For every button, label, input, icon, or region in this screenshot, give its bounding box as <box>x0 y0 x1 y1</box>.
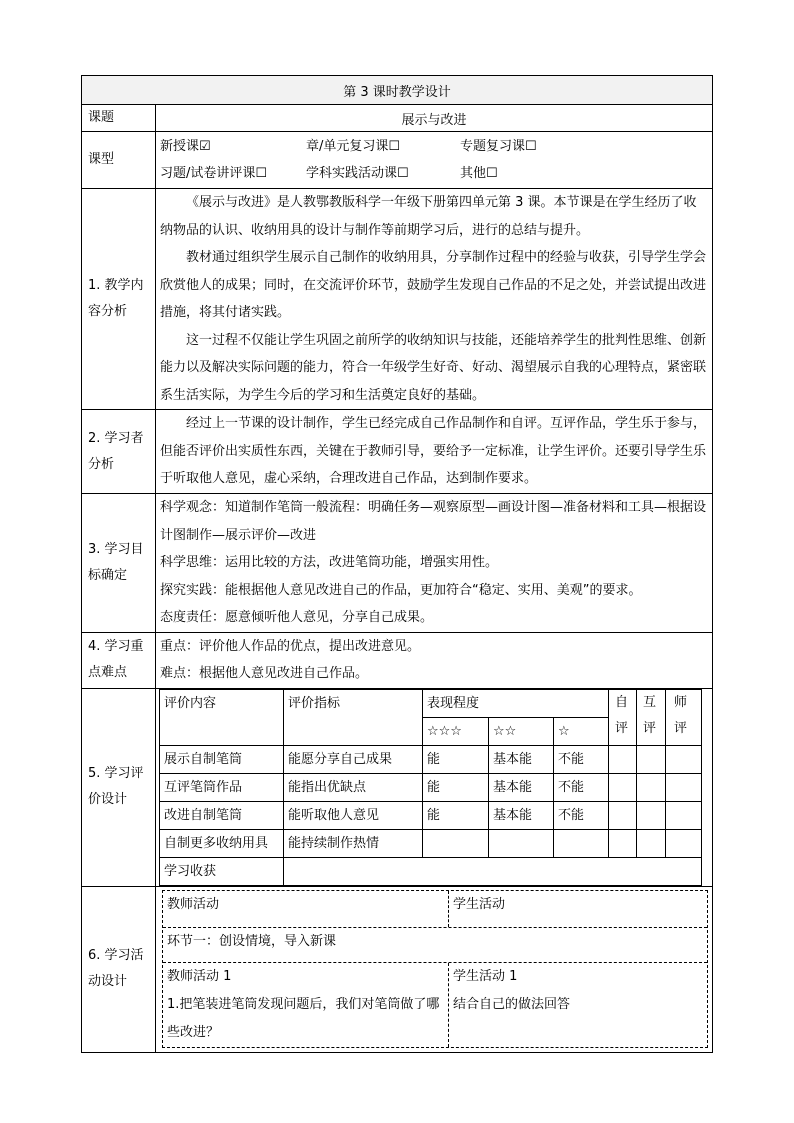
section-row <box>163 928 707 963</box>
self-score-cell[interactable] <box>609 801 637 829</box>
eval-header-self: 自评 <box>609 689 637 745</box>
peer-score-cell[interactable] <box>637 745 666 773</box>
teacher-score-cell[interactable] <box>666 829 702 857</box>
topic-row <box>82 105 713 132</box>
type-option: 章/单元复习课☐ <box>306 139 401 154</box>
eval-item-content: 改进自制笔筒 <box>160 801 284 829</box>
type-option: 习题/试卷讲评课☐ <box>160 166 268 181</box>
type-row <box>82 132 713 189</box>
self-score-cell[interactable] <box>609 745 637 773</box>
type-option: 学科实践活动课☐ <box>306 166 409 181</box>
harvest-field[interactable] <box>284 857 702 885</box>
activity-row <box>163 963 707 1047</box>
page-title: 第 3 课时教学设计 <box>82 76 713 105</box>
type-label: 课型 <box>82 132 156 189</box>
content-analysis-label: 1. 教学内容分析 <box>82 189 156 410</box>
key-points-body <box>156 632 713 688</box>
content-analysis-body <box>156 189 713 410</box>
type-options <box>156 132 713 189</box>
evaluation-item-row <box>160 801 702 829</box>
eval-item-indicator: 能愿分享自己成果 <box>284 745 423 773</box>
objectives-label: 3. 学习目标确定 <box>82 494 156 633</box>
objective-line: 科学思维：运用比较的方法，改进笔筒功能，增强实用性。 <box>160 555 499 570</box>
eval-level-1: 不能 <box>554 801 609 829</box>
evaluation-body <box>156 688 713 886</box>
content-analysis-paragraph: 这一过程不仅能让学生巩固之前所学的收纳知识与技能，还能培养学生的批判性思维、创新能力以及解决实际问题的能力，符合一年级学生好奇、好动、渴望展示自我的心理特点，紧密联系生活实际，为学生今后的学习和生活奠定良好的基础。 <box>160 332 707 403</box>
type-option: 其他☐ <box>460 166 498 181</box>
type-option: 专题复习课☐ <box>460 139 537 154</box>
section-title: 环节一：创设情境，导入新课 <box>167 933 337 949</box>
self-score-cell[interactable] <box>609 829 637 857</box>
eval-level-1 <box>554 829 609 857</box>
content-analysis-paragraph: 《展示与改进》是人教鄂教版科学一年级下册第四单元第 3 课。本节课是在学生经历了收纳物品的认识、收纳用具的设计与制作等前期学习后，进行的总结与提升。 <box>160 195 697 238</box>
eval-header-teacher: 师评 <box>666 689 702 745</box>
type-options-row-2 <box>156 160 712 187</box>
evaluation-item-row <box>160 745 702 773</box>
eval-level-3 <box>423 829 489 857</box>
eval-item-content: 自制更多收纳用具 <box>160 829 284 857</box>
type-option: 新授课☑ <box>160 139 211 154</box>
eval-header-indicator: 评价指标 <box>284 689 423 745</box>
activities-label: 6. 学习活动设计 <box>82 886 156 1052</box>
activities-table <box>162 890 708 1048</box>
objectives-row <box>82 494 713 633</box>
stars-two: ☆☆ <box>489 717 554 745</box>
learner-analysis-body <box>156 410 713 494</box>
topic-value: 展示与改进 <box>156 105 713 132</box>
student-activity-text: 结合自己的做法回答 <box>453 996 571 1012</box>
objective-line: 态度责任：愿意倾听他人意见，分享自己成果。 <box>160 610 434 625</box>
eval-header-level: 表现程度 <box>423 689 609 717</box>
evaluation-table <box>159 689 702 886</box>
title-row <box>82 76 713 105</box>
teacher-activity-title: 教师活动 1 <box>167 968 232 984</box>
objectives-body <box>156 494 713 633</box>
eval-item-content: 互评笔筒作品 <box>160 773 284 801</box>
teacher-activity-header: 教师活动 <box>163 891 449 927</box>
eval-level-2: 基本能 <box>489 801 554 829</box>
topic-label: 课题 <box>82 105 156 132</box>
eval-header-content: 评价内容 <box>160 689 284 745</box>
self-score-cell[interactable] <box>609 773 637 801</box>
teacher-score-cell[interactable] <box>666 773 702 801</box>
eval-item-content: 展示自制笔筒 <box>160 745 284 773</box>
eval-header-peer: 互评 <box>637 689 666 745</box>
student-activity-header: 学生活动 <box>453 896 506 912</box>
eval-level-3: 能 <box>423 745 489 773</box>
harvest-label: 学习收获 <box>160 857 284 885</box>
evaluation-item-row <box>160 829 702 857</box>
stars-one: ☆ <box>554 717 609 745</box>
eval-item-indicator: 能听取他人意见 <box>284 801 423 829</box>
learner-analysis-label: 2. 学习者分析 <box>82 410 156 494</box>
key-points-label: 4. 学习重点难点 <box>82 632 156 688</box>
difficulty-line: 难点：根据他人意见改进自己作品。 <box>160 666 369 681</box>
teacher-score-cell[interactable] <box>666 745 702 773</box>
evaluation-header-row <box>160 689 702 717</box>
evaluation-row <box>82 688 713 886</box>
evaluation-label: 5. 学习评价设计 <box>82 688 156 886</box>
eval-level-3: 能 <box>423 801 489 829</box>
eval-level-2 <box>489 829 554 857</box>
stars-three: ☆☆☆ <box>423 717 489 745</box>
teacher-score-cell[interactable] <box>666 801 702 829</box>
type-options-row-1 <box>156 133 712 160</box>
content-analysis-paragraph: 教材通过组织学生展示自己制作的收纳用具，分享制作过程中的经验与收获，引导学生学会欣赏他人的成果；同时，在交流评价环节，鼓励学生发现自己作品的不足之处，并尝试提出改进措施，将其付诸实践。 <box>160 250 707 320</box>
student-activity-title: 学生活动 1 <box>453 968 518 984</box>
peer-score-cell[interactable] <box>637 773 666 801</box>
activities-row <box>82 886 713 1052</box>
student-activity-cell <box>449 963 707 1047</box>
objective-line: 科学观念：知道制作笔筒一般流程：明确任务—观察原型—画设计图—准备材料和工具—根据设计图制作—展示评价—改进 <box>160 500 707 543</box>
lesson-design-table <box>81 75 713 1053</box>
eval-level-2: 基本能 <box>489 745 554 773</box>
peer-score-cell[interactable] <box>637 829 666 857</box>
key-point-line: 重点：评价他人作品的优点，提出改进意见。 <box>160 638 421 654</box>
eval-level-1: 不能 <box>554 745 609 773</box>
activities-header-row <box>163 891 707 928</box>
teacher-activity-text: 1.把笔装进笔筒发现问题后，我们对笔筒做了哪些改进？ <box>167 996 440 1040</box>
key-points-row <box>82 632 713 688</box>
learner-analysis-text: 经过上一节课的设计制作，学生已经完成自己作品制作和自评。互评作品，学生乐于参与，但能否评价出实质性东西，关键在于教师引导，要给予一定标准，让学生评价。还要引导学生乐于听取他人意见，虚心采纳，合理改进自己作品，达到制作要求。 <box>160 416 707 487</box>
learner-analysis-row <box>82 410 713 494</box>
harvest-row <box>160 857 702 885</box>
lesson-design-page <box>81 75 713 1053</box>
eval-item-indicator: 能持续制作热情 <box>284 829 423 857</box>
eval-item-indicator: 能指出优缺点 <box>284 773 423 801</box>
eval-level-3: 能 <box>423 773 489 801</box>
peer-score-cell[interactable] <box>637 801 666 829</box>
activities-body <box>156 886 713 1052</box>
content-analysis-row <box>82 189 713 410</box>
evaluation-item-row <box>160 773 702 801</box>
eval-level-2: 基本能 <box>489 773 554 801</box>
teacher-activity-cell <box>163 963 449 1047</box>
eval-level-1: 不能 <box>554 773 609 801</box>
objective-line: 探究实践：能根据他人意见改进自己的作品，更加符合“稳定、实用、美观”的要求。 <box>160 582 642 598</box>
